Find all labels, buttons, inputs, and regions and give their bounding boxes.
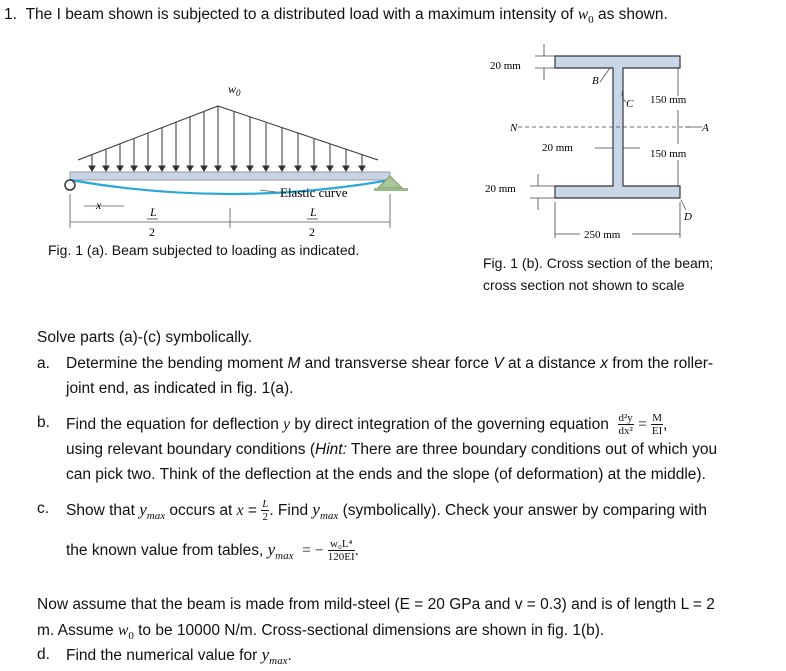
load-arrow: [247, 117, 253, 171]
load-arrow: [89, 155, 95, 171]
load-arrow: [327, 144, 333, 171]
question-intro-end: as shown.: [593, 6, 668, 23]
load-arrow: [201, 112, 207, 171]
web-thickness-dim: 20 mm: [542, 142, 573, 154]
part-c-line2: the known value from tables, $y_{max}$ = − $\frac{\text{w₀L⁴}}{120EI}$ .: [66, 538, 359, 563]
top-flange-dim: 20 mm: [490, 60, 521, 72]
load-arrow: [145, 133, 151, 171]
w0-symbol: w: [577, 6, 589, 23]
d2y-dx2-fraction: $\frac{\text{d²y}}{\text{dx²}}$: [618, 412, 633, 437]
load-arrow: [295, 133, 301, 171]
part-a-line1: Determine the bending moment M and transverse shear force V at a distance x from the roller-: [66, 355, 714, 372]
w0-load-label: $w_0$: [228, 82, 241, 98]
instructions: Solve parts (a)-(c) symbolically.: [37, 329, 253, 346]
load-arrow: [343, 149, 349, 171]
figure-1b-caption-line1: Fig. 1 (b). Cross section of the beam;: [483, 255, 714, 271]
point-a-label: A: [702, 122, 709, 134]
part-b-letter: b.: [37, 414, 50, 431]
load-arrow: [159, 128, 165, 171]
steel-line2: m. Assume $w_0$ to be 10000 N/m. Cross-sectional dimensions are shown in fig. 1(b).: [37, 622, 605, 643]
point-b-label: B: [592, 75, 599, 87]
part-a-letter: a.: [37, 355, 50, 372]
load-arrow: [231, 112, 237, 171]
load-arrow: [215, 106, 221, 171]
question-number: 1.: [4, 6, 17, 23]
load-arrow: [311, 139, 317, 171]
w0-subscript: 0: [588, 14, 594, 27]
load-arrow: [173, 122, 179, 171]
bottom-flange-dim: 20 mm: [485, 183, 516, 195]
load-arrow: [103, 150, 109, 171]
load-arrow: [131, 139, 137, 171]
figure-1b-caption-line2: cross section not shown to scale: [483, 277, 685, 293]
part-d-text: Find the numerical value for $y_{max}$.: [66, 645, 292, 668]
m-over-ei-fraction: $\frac{M}{EI}$: [651, 412, 663, 437]
part-c-line1: Show that $y_{max}$ occurs at x = $\frac{L}{2}$ . Find $y_{max}$ (symbolically). Check your answer by comparing with: [66, 498, 707, 523]
load-arrow: [187, 117, 193, 171]
beam: [70, 172, 390, 180]
load-arrow: [263, 123, 269, 171]
half-span-left-num: L: [150, 205, 157, 219]
part-a-line2: joint end, as indicated in fig. 1(a).: [66, 380, 294, 397]
figure-1b-cross-section: [480, 38, 720, 248]
part-b-line1: Find the equation for deflection y by direct integration of the governing equation $\frac{\text{d²y}}{\text{dx²}}$ = $\frac{M}{EI}$ ,: [66, 412, 668, 437]
elastic-curve-label: Elastic curve: [280, 185, 348, 200]
point-n-label: N: [510, 122, 518, 134]
half-span-right-num: L: [310, 205, 317, 219]
part-b-line2: using relevant boundary conditions (Hint: There are three boundary conditions out of which you: [66, 441, 718, 458]
half-span-right-den: 2: [309, 225, 315, 238]
part-b-line3: can pick two. Think of the deflection at the ends and the slope (of deformation) at the middle).: [66, 466, 706, 483]
l-over-2-fraction: $\frac{L}{2}$: [262, 498, 269, 523]
lower-height-dim: 150 mm: [650, 148, 687, 160]
question-intro: The I beam shown is subjected to a distributed load with a maximum intensity of: [25, 6, 578, 23]
ymax-formula-fraction: $\frac{\text{w₀L⁴}}{120EI}$: [327, 538, 355, 563]
load-arrow: [117, 144, 123, 171]
figure-1a-caption: Fig. 1 (a). Beam subjected to loading as indicated.: [48, 242, 360, 258]
part-d-letter: d.: [37, 646, 50, 663]
half-span-left-den: 2: [149, 225, 155, 238]
part-c-letter: c.: [37, 500, 50, 517]
load-arrow: [359, 155, 365, 171]
steel-line1: Now assume that the beam is made from mild-steel (E = 20 GPa and v = 0.3) and is of length L = 2: [37, 596, 715, 613]
x-label: x: [96, 198, 102, 212]
figure-1a-beam: [48, 78, 408, 238]
upper-height-dim: 150 mm: [650, 94, 687, 106]
point-c-label: C: [626, 98, 634, 110]
question-heading: [4, 5, 668, 30]
load-arrow: [279, 128, 285, 171]
point-d-label: D: [684, 211, 692, 223]
width-dim: 250 mm: [584, 229, 621, 241]
roller-support: [65, 180, 75, 190]
